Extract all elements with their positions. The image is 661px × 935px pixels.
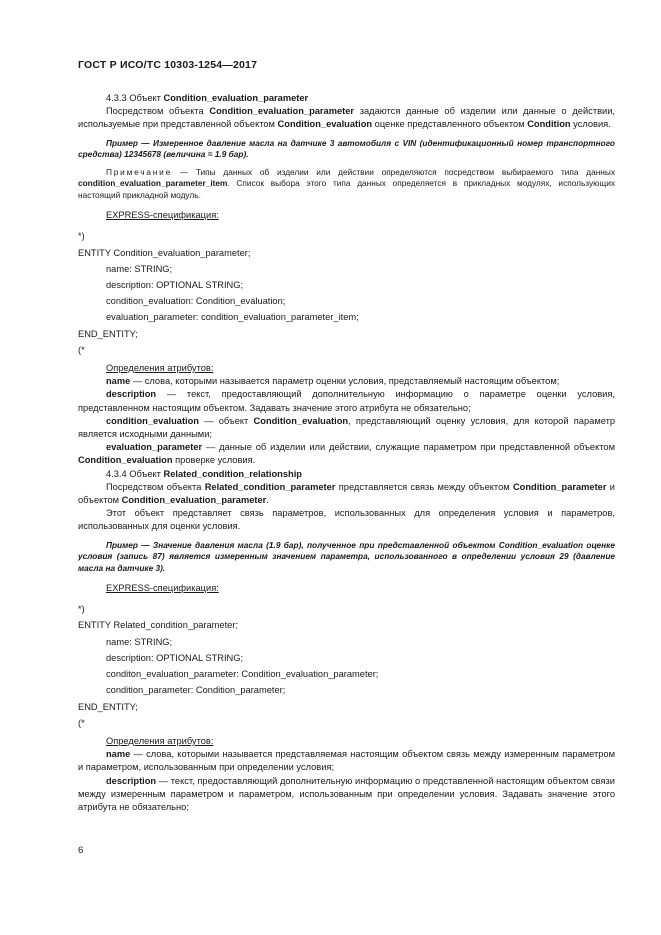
- page-content: [78, 92, 615, 814]
- attr-description-def: description — текст, предоставляющий дополнительную информацию о параметре оценки условия, представленном настоящим объектом. Задавать значение этого атрибута не обязательно;: [78, 389, 615, 413]
- attr-name-def-4-3-4: name — слова, которыми называется представляемая настоящим объектом связь между измеренным параметром и параметром, использованным при определении условия;: [78, 749, 615, 773]
- attr-name-def: name — слова, которыми называется параметр оценки условия, представляемый настоящим объектом;: [106, 376, 560, 387]
- express-label-4-3-4: EXPRESS-спецификация:: [106, 583, 219, 594]
- section-4-3-4-paragraph: Этот объект представляет связь параметров, использованных для определения условия и параметров, использованных для оценки условия.: [78, 508, 615, 532]
- attr-condition-evaluation-def: condition_evaluation — объект Condition_evaluation, представляющий оценку условия, для которой параметр является исходными данными;: [78, 415, 615, 439]
- page-number: 6: [78, 845, 84, 856]
- attributes-title-4-3-3: Определения атрибутов:: [106, 362, 214, 373]
- example-4-3-4: Пример — Значение давления масла (1.9 бар), полученное при представленной объектом Condition_evaluation оценке условия (запись 87) является измеренным значением параметра, использованного в определении условия 29 (давление масла на датчике 3).: [78, 539, 615, 573]
- section-heading-4-3-4: 4.3.4 Объект Related_condition_relationship: [106, 468, 302, 479]
- attributes-title-4-3-4: Определения атрибутов:: [106, 735, 214, 746]
- section-4-3-4-description: Посредством объекта Related_condition_parameter представляется связь между объектом Condition_parameter и объектом Condition_evaluation_parameter.: [78, 481, 615, 505]
- section-4-3-3-description: Посредством объекта Condition_evaluation_parameter задаются данные об изделии или данные о действии, используемые при представленной объектом Condition_evaluation оценке представленного объектом Condition условия.: [78, 106, 615, 130]
- document-header: ГОСТ Р ИСО/ТС 10303-1254—2017: [78, 59, 258, 71]
- attr-description-def-4-3-4: description — текст, предоставляющий дополнительную информацию о представленной настоящим объектом связи между измеренным параметром и параметром, использованным при определении условия. Задавать значение этого атрибута не обязательно;: [78, 775, 615, 812]
- express-code-4-3-3: *) ENTITY Condition_evaluation_parameter; name: STRING; description: OPTIONAL STRING; condition_evaluation: Condition_evaluation; evaluation_parameter: condition_evaluation_parameter_item; END_ENTITY; (*: [78, 231, 359, 355]
- attr-evaluation-parameter-def: evaluation_parameter — данные об изделии или действии, служащие параметром при представленной объектом Condition_evaluation проверке условия.: [78, 442, 615, 466]
- express-code-4-3-4: *) ENTITY Related_condition_parameter; name: STRING; description: OPTIONAL STRING; conditon_evaluation_parameter: Condition_evaluation_parameter; condition_parameter: Condition_parameter; END_ENTITY; (*: [78, 604, 379, 728]
- express-label-4-3-3: EXPRESS-спецификация:: [106, 210, 219, 221]
- example-4-3-3: Пример — Измеренное давление масла на датчике 3 автомобиля с VIN (идентификационный номер транспортного средства) 12345678 (величина = 1.9 бар).: [78, 137, 615, 160]
- note-4-3-3: Примечание — Типы данных об изделии или действии определяются посредством выбираемого типа данных condition_evaluation_parameter_item. Список выбора этого типа данных определяется в прикладных модулях, использующих настоящий прикладной модуль.: [78, 166, 615, 200]
- section-heading-4-3-3: 4.3.3 Объект Condition_evaluation_parameter: [106, 93, 309, 103]
